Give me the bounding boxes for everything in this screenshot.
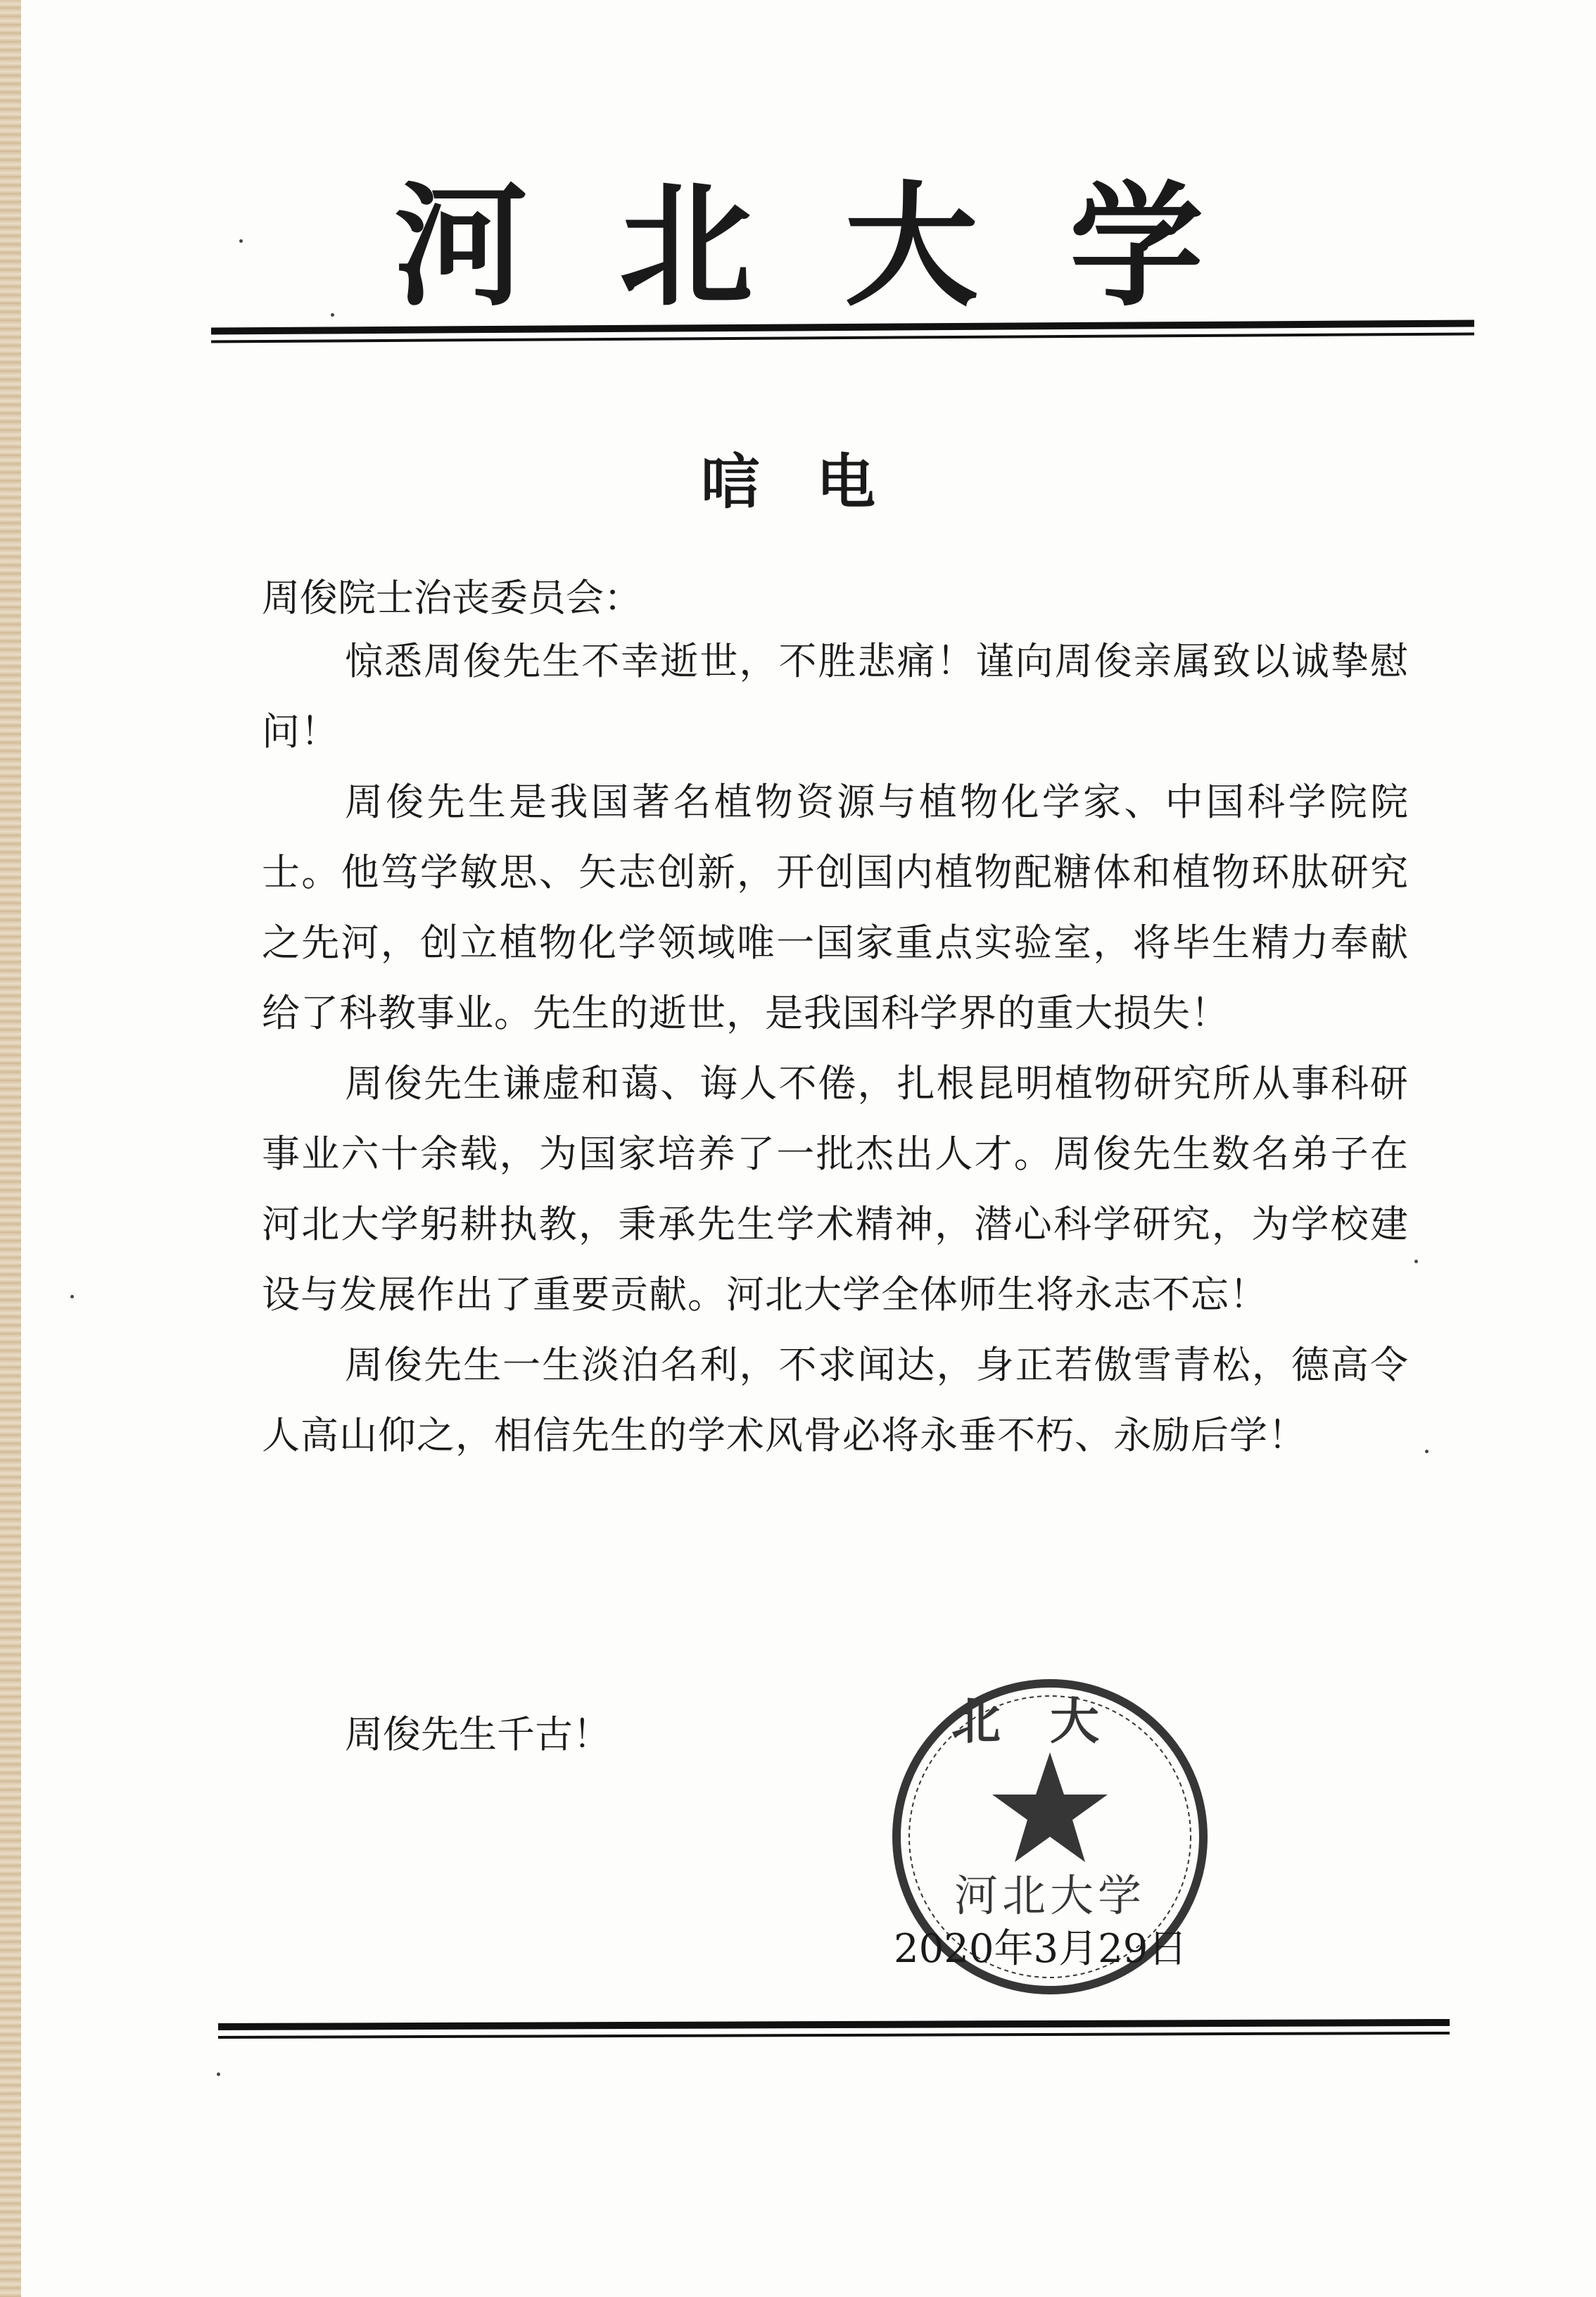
letterhead-title: 河北大学 — [393, 167, 1295, 324]
header-rule-thin — [211, 333, 1474, 343]
paragraph: 周俊先生是我国著名植物资源与植物化学家、中国科学院院士。他笃学敏思、矢志创新，开创国内植物配糖体和植物环肽研究之先河，创立植物化学领域唯一国家重点实验室，将毕生精力奉献给了科教事业。先生的逝世，是我国科学界的重大损失！ — [262, 780, 1409, 1035]
footer-rule-thick — [218, 2019, 1450, 2030]
paper-speck — [70, 1295, 74, 1298]
svg-text:河北大学: 河北大学 — [954, 1870, 1146, 1921]
letter-body — [262, 626, 1409, 1471]
salutation: 周俊院士治丧委员会： — [262, 576, 642, 620]
paragraph: 周俊先生一生淡泊名利，不求闻达，身正若傲雪青松，德高令人高山仰之，相信先生的学术风骨必将永垂不朽、永励后学！ — [262, 1343, 1409, 1457]
paragraph: 惊悉周俊先生不幸逝世，不胜悲痛！谨向周俊亲属致以诚挚慰问！ — [262, 639, 1409, 754]
paper-speck — [1425, 1450, 1429, 1453]
paragraph: 周俊先生谦虚和蔼、诲人不倦，扎根昆明植物研究所从事科研事业六十余载，为国家培养了一批杰出人才。周俊先生数名弟子在河北大学躬耕执教，秉承先生学术精神，潜心科学研究，为学校建设与发展作出了重要贡献。河北大学全体师生将永志不忘！ — [262, 1061, 1409, 1317]
svg-text:北大: 北大 — [951, 1692, 1148, 1750]
paper-speck — [239, 239, 243, 243]
document-title: 唁电 — [700, 447, 932, 517]
star-icon — [992, 1752, 1108, 1862]
footer-rule-thin — [218, 2032, 1450, 2039]
document-date: 2020年3月29日 — [894, 1926, 1188, 1972]
paper-edge — [0, 0, 21, 2297]
closing-line: 周俊先生千古！ — [345, 1712, 611, 1757]
paper-speck — [1414, 1260, 1418, 1263]
paper-speck — [331, 313, 334, 317]
paper-speck — [217, 2073, 220, 2076]
